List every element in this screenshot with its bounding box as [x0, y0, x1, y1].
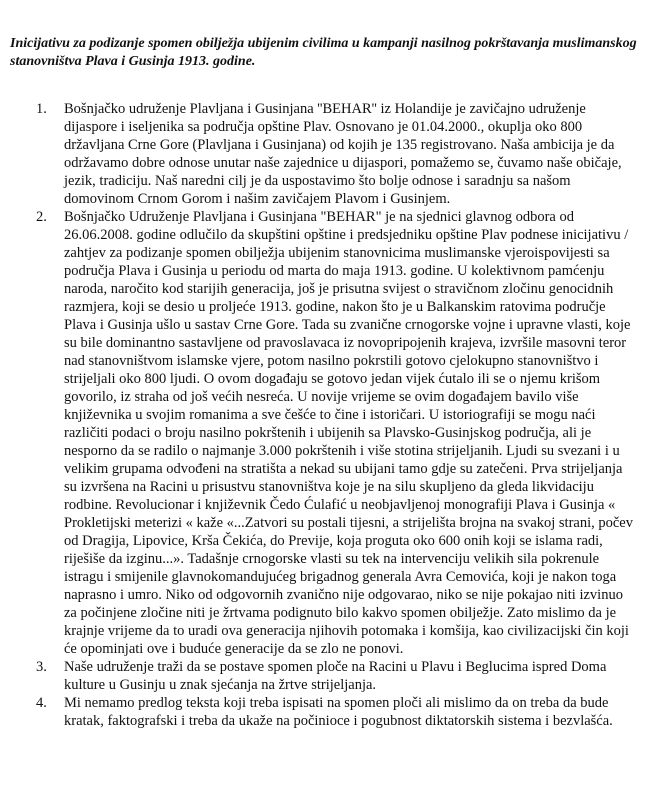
document-title: Inicijativu za podizanje spomen obilježja ubijenim civilima u kampanji nasilnog pokrštavanja muslimanskog stanovništva Plava i Gusinja 1913. godine.: [10, 36, 637, 69]
numbered-list: [36, 100, 636, 730]
list-item-text: Bošnjačko udruženje Plavljana i Gusinjana ''BEHAR'' iz Holandije je zavičajno udruženje dijaspore i iseljenika sa područja opštine Plav. Osnovano je 01.04.2000., okuplja oko 800 državljana Crne Gore (Plavljana i Gusinjana) od kojih je 135 registrovano. Naša ambicija je da održavamo dobre odnose unutar naše zajednice u dijaspori, pomažemo se, čuvamo naše običaje, jezik, tradiciju. Naš naredni cilj je da uspostavimo što bolje odnose i saradnju sa našom domovinom Crnom Gorom i našim zavičajem Plavom i Gusinjem.: [64, 101, 622, 207]
list-item-number: 2.: [36, 209, 47, 225]
list-item-text: Bošnjačko Udruženje Plavljana i Gusinjana "BEHAR" je na sjednici glavnog odbora od 26.06.2008. godine odlučilo da skupštini opštine i predsjedniku opštine Plav podnese inicijativu / zahtjev za podizanje spomen obilježja ubijenim stanovnicima muslimanske vjeroispovijesti sa područja Plava i Gusinja u periodu od marta do maja 1913. godine. U kolektivnom pamćenju naroda, naročito kod starijih generacija, još je prisutna svijest o stravičnom zločinu genocidnih razmjera, koji se desio u proljeće 1913. godine, nakon što je u Balkanskim ratovima područje Plava i Gusinja ušlo u sastav Crne Gore. Tada su zvanične crnogorske vojne i upravne vlasti, koje su bile dominantno sastavljene od pravoslavaca iz novopripojenih krajeva, izvršile masovni teror nad stanovništvom islamske vjere, potom nasilno pokrstili gotovo cjelokupno stanovništvo i strijeljali oko 800 ljudi. O ovom događaju se gotovo jedan vijek ćutalo ili se o njemu krišom govorilo, iz straha od još većih nesreća. U novije vrijeme se ovim događajem bavilo više književnika u svojim romanima a sve češće to čine i istoričari. U istoriografiji se mogu naći različiti podaci o broju nasilno pokrštenih i ubijenih sa Plavsko-Gusinjskog područja, ali je nesporno da se radilo o najmanje 3.000 pokrštenih i više stotina strijeljanih. Ljudi su svezani i u velikim grupama odvođeni na stratišta a nekad su ubijani tamo gdje su zatečeni. Prva strijeljanja su izvršena na Racini u prisustvu stanovništva koje je na silu skupljeno da gleda likvidaciju rodbine. Revolucionar i književnik Čedo Ćulafić u neobjavljenoj monografiji Plava i Gusinja « Prokletijski meterizi « kaže «...Zatvori su postali tijesni, a strijelišta brojna na svakoj strani, počev od Dragija, Lipovice, Krša Čekića, do Previje, koja proguta oko 600 onih koji se islama radi, riješiše da izginu...». Tadašnje crnogorske vlasti su tek na intervenciju velikih sila pokrenule istragu i smijenile glavnokomandujućeg brigadnog generala Avra Cemovića, koji je nakon toga naprasno i umro. Niko od odgovornih zvanično nije odgovarao, niko se nije pokajao niti izvinuo za počinjene zločine niti je žrtvama podignuto bilo kakvo spomen obilježje. Zato mislimo da je krajnje vrijeme da to uradi ova generacija njihovih potomaka i komšija, kao civilizacijski čin koji će opominjati ove i buduće generacije da se zlo ne ponovi.: [64, 209, 633, 657]
list-item-text: Mi nemamo predlog teksta koji treba ispisati na spomen ploči ali mislimo da on treba da bude kratak, faktografski i treba da ukaže na počinioce i pogubnost diktatorskih sistema i bezvlašća.: [64, 695, 613, 729]
list-item-number: 3.: [36, 659, 47, 675]
list-item-number: 4.: [36, 695, 47, 711]
list-item: [36, 100, 636, 208]
list-item-number: 1.: [36, 101, 47, 117]
list-item: [36, 694, 636, 730]
list-item: [36, 658, 636, 694]
list-item-text: Naše udruženje traži da se postave spomen ploče na Racini u Plavu i Beglucima ispred Doma kulture u Gusinju u znak sjećanja na žrtve strijeljanja.: [64, 659, 607, 693]
list-item: [36, 208, 636, 658]
